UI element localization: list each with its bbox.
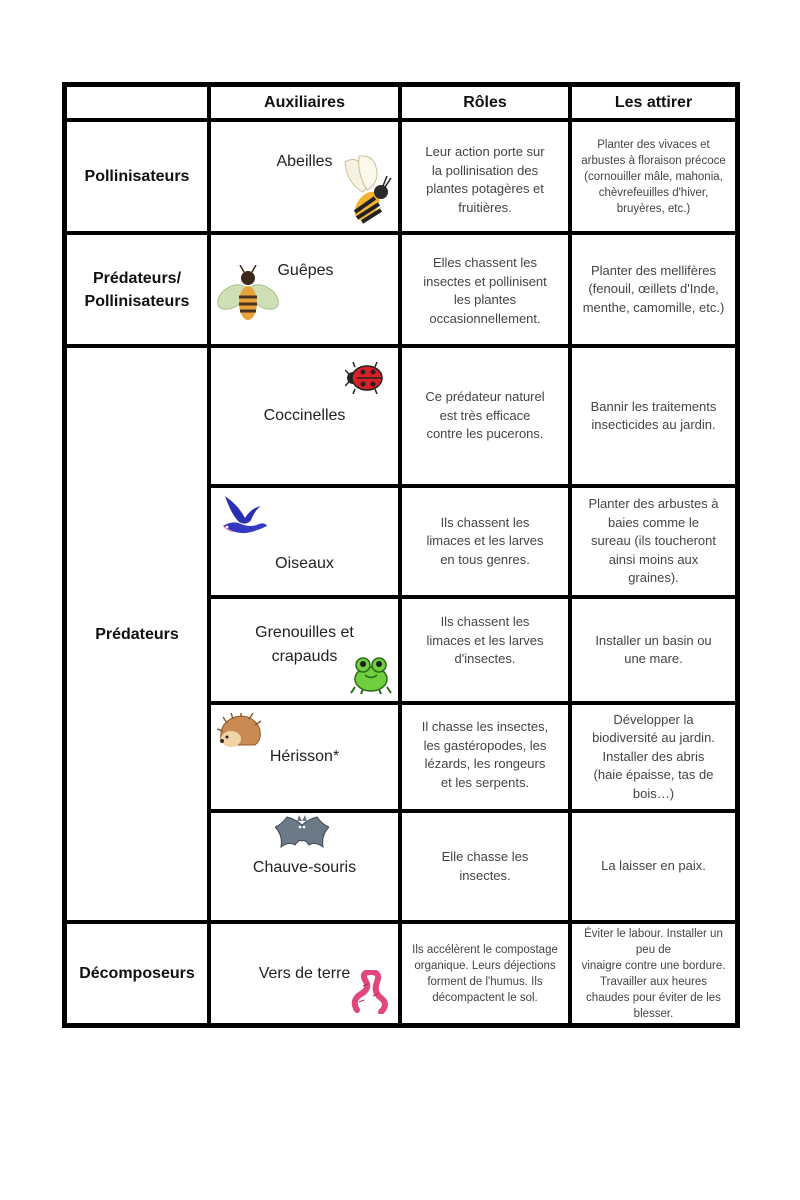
role-herisson — [402, 705, 568, 809]
role-line: Ils chassent les — [440, 614, 530, 629]
auxiliaire-name: Hérisson* — [269, 748, 340, 765]
attirer-line: La laisser en paix. — [601, 858, 706, 874]
role-line: la pollinisation des — [431, 162, 539, 178]
role-grenouilles — [402, 599, 568, 701]
attirer-abeilles — [572, 122, 735, 231]
role-line: organique. Leurs déjections — [414, 959, 556, 972]
auxiliaires-table — [62, 82, 740, 1028]
attirer-line: graines). — [628, 570, 679, 586]
auxiliaire-abeilles — [211, 122, 398, 231]
attirer-line: peu de — [635, 943, 672, 956]
attirer-line: vinaigre contre une bordure. — [581, 959, 726, 972]
bat-icon — [275, 815, 329, 853]
auxiliaire-coccinelles — [211, 348, 398, 484]
hedgehog-icon — [217, 713, 263, 751]
attirer-line: arbustes à floraison précoce — [581, 154, 726, 167]
auxiliaire-guepes — [211, 235, 398, 344]
attirer-line: Planter des vivaces et — [597, 138, 710, 151]
role-line: décompactent le sol. — [432, 991, 538, 1004]
role-line: lézards, les rongeurs — [424, 756, 546, 771]
attirer-line: (fenouil, œillets d'Inde, — [588, 281, 719, 297]
auxiliaire-chauve-souris — [211, 813, 398, 920]
auxiliaire-name: Grenouilles et — [255, 624, 354, 641]
role-guepes — [402, 235, 568, 344]
role-line: forment de l'humus. Ils — [427, 975, 543, 988]
auxiliaire-vers-de-terre — [211, 924, 398, 1023]
attirer-line: sureau (ils toucheront — [590, 533, 716, 549]
role-line: Elles chassent les — [432, 255, 538, 270]
category-predateurs-pollinisateurs — [67, 235, 207, 344]
auxiliaire-herisson — [211, 705, 398, 809]
worm-icon — [351, 970, 391, 1014]
auxiliaire-name: Guêpes — [277, 261, 334, 279]
role-line: est très efficace — [439, 407, 531, 423]
role-line: les plantes — [453, 292, 517, 307]
auxiliaire-grenouilles — [211, 599, 398, 701]
header-empty-cell — [67, 87, 207, 118]
attirer-line: Planter des arbustes à — [588, 496, 719, 512]
attirer-line: une mare. — [624, 651, 683, 666]
attirer-line: Éviter le labour. Installer un — [584, 927, 723, 940]
attirer-line: chaudes pour éviter de les — [586, 991, 721, 1004]
attirer-vers-de-terre — [572, 924, 735, 1023]
role-line: occasionnellement. — [429, 310, 541, 326]
attirer-line: bois…) — [632, 785, 675, 801]
role-line: Ce prédateur naturel — [425, 389, 545, 405]
attirer-chauve-souris — [572, 813, 735, 920]
attirer-line: (haie épaisse, tas de — [593, 767, 714, 783]
attirer-line: Développer la — [613, 711, 694, 727]
role-chauve-souris — [402, 813, 568, 920]
ladybug-icon — [345, 362, 385, 394]
role-line: les gastéropodes, les — [423, 737, 547, 753]
wasp-icon — [215, 265, 281, 327]
attirer-line: bruyères, etc.) — [616, 202, 691, 215]
attirer-line: Bannir les traitements — [590, 398, 717, 414]
role-line: limaces et les larves — [426, 533, 544, 549]
attirer-line: baies comme le — [607, 514, 700, 530]
auxiliaire-name: crapauds — [271, 648, 338, 665]
bird-icon — [221, 496, 267, 540]
attirer-line: blesser. — [633, 1007, 674, 1020]
auxiliaire-name: Coccinelles — [263, 407, 346, 424]
role-oiseaux — [402, 488, 568, 595]
frog-icon — [349, 653, 393, 695]
role-line: fruitières. — [458, 199, 512, 215]
header-roles: Rôles — [402, 87, 568, 118]
attirer-line: chèvrefeuilles d'hiver, — [598, 186, 709, 199]
bee-icon — [337, 154, 395, 226]
role-line: Il chasse les insectes, — [421, 719, 549, 734]
attirer-line: Travailler aux heures — [600, 975, 707, 988]
auxiliaire-name: Chauve-souris — [252, 858, 357, 876]
attirer-line: ainsi moins aux — [608, 551, 699, 567]
role-line: Ils chassent les — [440, 514, 530, 530]
role-line: limaces et les larves — [426, 632, 544, 648]
role-coccinelles — [402, 348, 568, 484]
category-pollinisateurs: Pollinisateurs — [67, 122, 207, 231]
auxiliaire-name: Vers de terre — [258, 964, 351, 982]
category-predateurs: Prédateurs — [67, 348, 207, 920]
attirer-line: Planter des mellifères — [591, 262, 716, 278]
header-les-attirer: Les attirer — [572, 87, 735, 118]
role-line: contre les pucerons. — [426, 426, 544, 442]
attirer-line: Installer un basin ou — [595, 632, 712, 648]
auxiliaire-oiseaux — [211, 488, 398, 595]
auxiliaire-name: Abeilles — [276, 152, 333, 170]
attirer-line: biodiversité au jardin. — [592, 730, 715, 746]
header-auxiliaires: Auxiliaires — [211, 87, 398, 118]
role-line: insectes. — [459, 867, 511, 883]
role-line: Elle chasse les — [441, 849, 529, 864]
attirer-grenouilles — [572, 599, 735, 701]
role-line: d'insectes. — [454, 651, 516, 666]
attirer-herisson — [572, 705, 735, 809]
role-line: et les serpents. — [440, 774, 530, 790]
role-abeilles — [402, 122, 568, 231]
auxiliaire-name: Oiseaux — [275, 555, 334, 572]
attirer-line: menthe, camomille, etc.) — [582, 299, 725, 315]
attirer-oiseaux — [572, 488, 735, 595]
attirer-coccinelles — [572, 348, 735, 484]
category-line: Prédateurs/ — [92, 269, 182, 287]
attirer-guepes — [572, 235, 735, 344]
attirer-line: (cornouiller mâle, mahonia, — [584, 170, 723, 183]
category-line: Pollinisateurs — [84, 292, 190, 310]
role-line: Leur action porte sur — [425, 144, 545, 159]
role-vers-de-terre — [402, 924, 568, 1023]
role-line: plantes potagères et — [426, 181, 544, 196]
attirer-line: insecticides au jardin. — [591, 417, 716, 432]
role-line: insectes et pollinisent — [423, 273, 547, 289]
role-line: Ils accélèrent le compostage — [412, 943, 558, 956]
attirer-line: Installer des abris — [602, 748, 705, 764]
category-decomposeurs: Décomposeurs — [67, 924, 207, 1023]
role-line: en tous genres. — [440, 551, 530, 567]
